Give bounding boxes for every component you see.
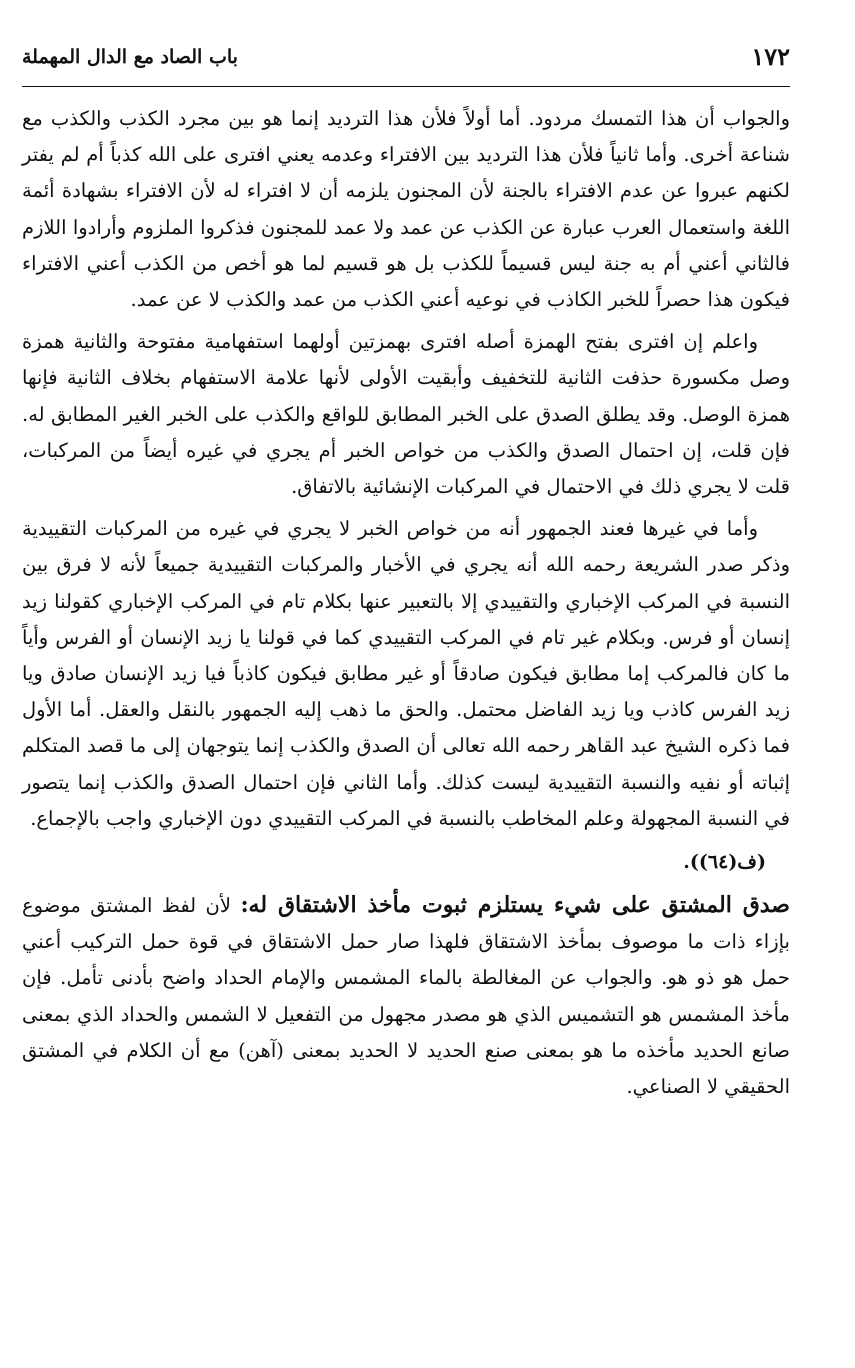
paragraph-3: وأما في غيرها فعند الجمهور أنه من خواص الخبر لا يجري في غيره من المركبات التقييدية وذكر صدر الشريعة رحمه الله أنه يجري في الأخبار والمركبات التقييدية جميعاً لأنه لا فرق بين النسبة في المركب الإخباري والتقييدي إلا بالتعبير عنها بكلام تام في المركب الإخباري كقولنا زيد إنسان أو فرس. وبكلام غير تام في المركب التقييدي كما في قولنا يا زيد الإنسان أو الفرس وأياً ما كان فالمركب إما مطابق فيكون صادقاً أو غير مطابق فيكون كاذباً فيا زيد الإنسان صادق ويا زيد الفرس كاذب ويا زيد الفاضل محتمل. والحق ما ذهب إليه الجمهور بالنقل والعقل. أما الأول فما ذكره الشيخ عبد القاهر رحمه الله تعالى أن الصدق والكذب إنما يتوجهان إلى ما قصد المتكلم إثباته أو نفيه والنسبة التقييدية ليست كذلك. وأما الثاني فإن احتمال الصدق والكذب إنما يتصور في النسبة المجهولة وعلم المخاطب بالنسبة في المركب التقييدي دون الإخباري واجب بالإجماع.: [22, 517, 790, 830]
page-content: [22, 101, 790, 1105]
book-page: [22, 40, 790, 1340]
page-header: [22, 40, 790, 87]
running-title: باب الصاد مع الدال المهملة: [22, 46, 238, 68]
page-number: ١٧٢: [751, 42, 790, 71]
paragraph-1: والجواب أن هذا التمسك مردود. أما أولاً فلأن هذا الترديد إنما هو بين مجرد الكذب والكذب مع شناعة أخرى. وأما ثانياً فلأن هذا الترديد بين الافتراء وعدمه يعني افترى على الله كذباً أم لم يفتر لكنهم عبروا عن عدم الافتراء بالجنة لأن المجنون يلزمه أن لا افتراء له لأن الافتراء بشهادة أئمة اللغة واستعمال العرب عبارة عن الكذب عن عمد ولا عمد للمجنون فذكروا الملزوم وأرادوا اللازم فالثاني أعني أم به جنة ليس قسيماً للكذب بل هو قسيم لما هو أخص من الكذب أعني الافتراء فيكون هذا حصراً للخبر الكاذب في نوعيه أعني الكذب من عمد والكذب لا عن عمد.: [22, 107, 790, 312]
section-heading: صدق المشتق على شيء يستلزم ثبوت مأخذ الاشتقاق له:: [240, 892, 790, 919]
section-paragraph: [22, 887, 790, 1105]
section-body: لأن لفظ المشتق موضوع بإزاء ذات ما موصوف بمأخذ الاشتقاق فلهذا صار حمل الاشتقاق في قوة حمل التركيب أعني حمل هو ذو هو. والجواب عن المغالطة بالماء المشمس والإمام الحداد واضح بأدنى تأمل. فإن مأخذ المشمس هو التشميس الذي هو مصدر مجهول من التفعيل لا الشمس والحداد الذي بمعنى صانع الحديد مأخذه ما هو بمعنى صنع الحديد لا الحديد بمعنى (آهن) مع أن الكلام في المشتق الحقيقي لا الصناعي.: [22, 894, 790, 1099]
footnote-reference: (ف(٦٤)).: [683, 851, 766, 874]
paragraph-2: واعلم إن افترى بفتح الهمزة أصله افترى بهمزتين أولهما استفهامية مفتوحة والثانية همزة وصل مكسورة حذفت الثانية للتخفيف وأبقيت الأولى لأنها علامة الاستفهام بخلاف الثانية فإنها همزة الوصل. وقد يطلق الصدق على الخبر المطابق للواقع والكذب على الخبر الغير المطابق له. فإن قلت، إن احتمال الصدق والكذب من خواص الخبر أم يجري في غيره أيضاً من المركبات، قلت لا يجري ذلك في الاحتمال في المركبات الإنشائية بالاتفاق.: [22, 330, 790, 499]
